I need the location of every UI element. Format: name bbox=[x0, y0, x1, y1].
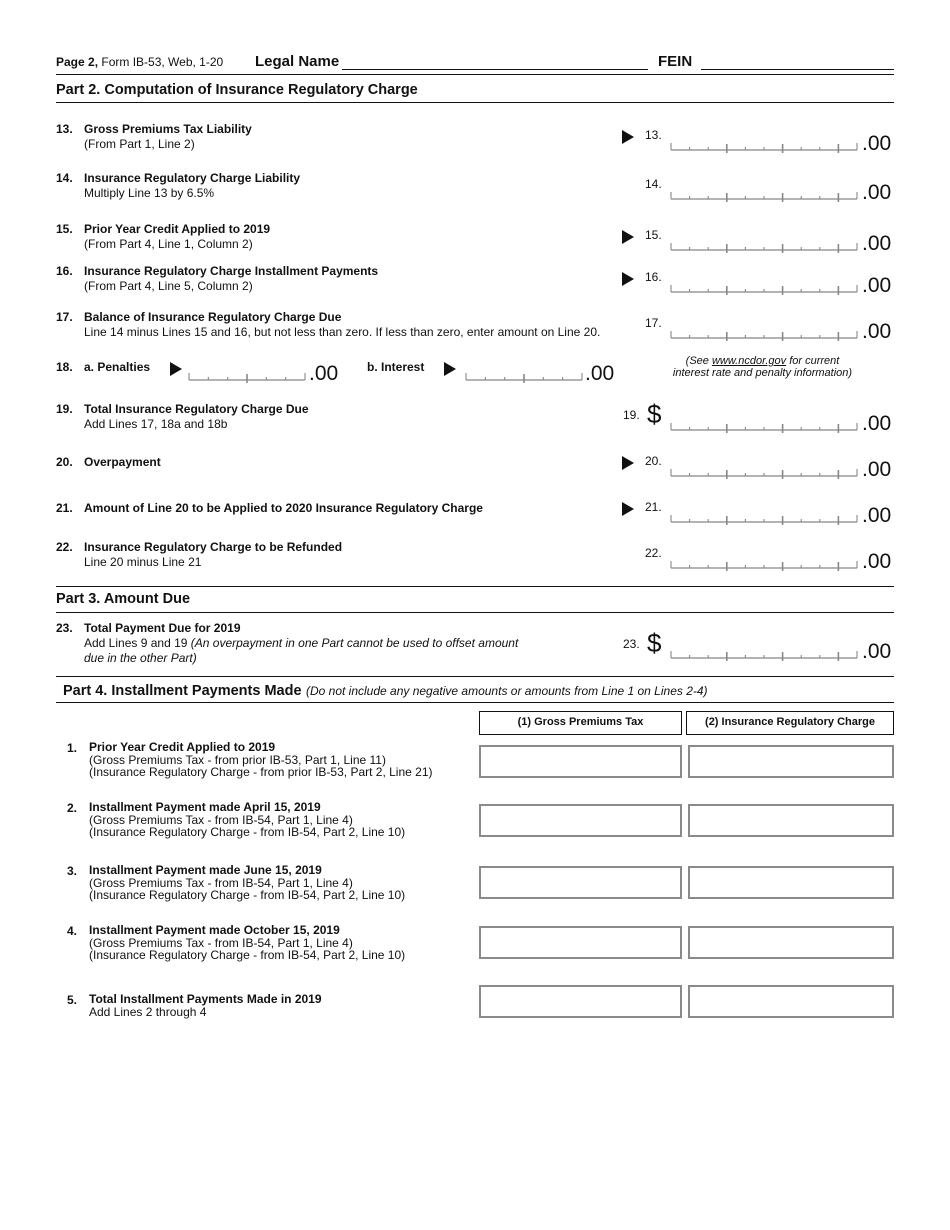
line23-cents: .00 bbox=[862, 640, 892, 663]
col1-header: (1) Gross Premiums Tax bbox=[479, 711, 682, 735]
line18-note bbox=[660, 355, 865, 379]
p4-item-text bbox=[89, 864, 405, 902]
note-post: for current bbox=[786, 355, 840, 367]
line14-cents: .00 bbox=[862, 181, 892, 204]
p4-item-title: Total Installment Payments Made in 2019 bbox=[89, 992, 322, 1006]
line18a-label: a. Penalties bbox=[84, 360, 151, 374]
part3-rule bbox=[56, 612, 894, 613]
p4-item-title: Prior Year Credit Applied to 2019 bbox=[89, 740, 276, 754]
p4-item-num: 3. bbox=[67, 864, 78, 878]
fein-label: FEIN bbox=[658, 53, 693, 70]
page-label: Page 2, bbox=[56, 55, 99, 69]
line16-amount-field[interactable] bbox=[670, 282, 858, 296]
line13-sub: (From Part 1, Line 2) bbox=[84, 137, 195, 151]
part4-note: (Do not include any negative amounts or amounts from Line 1 on Lines 2-4) bbox=[305, 684, 708, 698]
legal-name-field[interactable] bbox=[342, 68, 648, 70]
line17-sub: Line 14 minus Lines 15 and 16, but not less than zero. If less than zero, enter amount on Line 20. bbox=[84, 325, 601, 339]
line18a-penalties-field[interactable] bbox=[188, 370, 306, 384]
p4-item-title: Installment Payment made April 15, 2019 bbox=[89, 800, 321, 814]
p4-item-line3: (Insurance Regulatory Charge - from IB-54, Part 2, Line 10) bbox=[89, 888, 406, 902]
line18a-cents: .00 bbox=[309, 362, 339, 385]
note-pre: (See bbox=[685, 355, 712, 367]
line19-title: Total Insurance Regulatory Charge Due bbox=[84, 402, 309, 416]
part4-top-rule bbox=[56, 676, 894, 677]
line13-arrow-icon bbox=[622, 130, 634, 144]
line18b-arrow-icon bbox=[444, 362, 456, 376]
line23-title: Total Payment Due for 2019 bbox=[84, 621, 241, 635]
line17-title: Balance of Insurance Regulatory Charge Due bbox=[84, 310, 342, 324]
p4-item-num: 2. bbox=[67, 801, 78, 815]
note-line2: interest rate and penalty information) bbox=[672, 367, 853, 379]
line16-cents: .00 bbox=[862, 274, 892, 297]
p4-item-line3: (Insurance Regulatory Charge - from prior IB-53, Part 2, Line 21) bbox=[89, 765, 433, 779]
line19-cents: .00 bbox=[862, 412, 892, 435]
p4-col1-input[interactable] bbox=[479, 866, 682, 899]
line16-arrow-icon bbox=[622, 272, 634, 286]
line13-ref: 13. bbox=[645, 128, 662, 142]
line16-ref: 16. bbox=[645, 270, 662, 284]
p4-item-text bbox=[89, 801, 405, 839]
line13-num: 13. bbox=[56, 122, 73, 136]
p4-item-line3: (Insurance Regulatory Charge - from IB-54, Part 2, Line 10) bbox=[89, 948, 406, 962]
part2-rule bbox=[56, 102, 894, 103]
line20-arrow-icon bbox=[622, 456, 634, 470]
line22-cents: .00 bbox=[862, 550, 892, 573]
line19-sub: Add Lines 17, 18a and 18b bbox=[84, 417, 228, 431]
p4-item-text bbox=[89, 741, 433, 779]
line22-title: Insurance Regulatory Charge to be Refunded bbox=[84, 540, 343, 554]
line17-ref: 17. bbox=[645, 316, 662, 330]
line21-title: Amount of Line 20 to be Applied to 2020 Insurance Regulatory Charge bbox=[84, 501, 483, 515]
line14-ref: 14. bbox=[645, 177, 662, 191]
p4-col1-input[interactable] bbox=[479, 745, 682, 778]
p4-item-line3: (Insurance Regulatory Charge - from IB-54, Part 2, Line 10) bbox=[89, 825, 406, 839]
line23-dollar: $ bbox=[647, 628, 662, 658]
line22-sub: Line 20 minus Line 21 bbox=[84, 555, 202, 569]
line17-cents: .00 bbox=[862, 320, 892, 343]
line22-num: 22. bbox=[56, 540, 73, 554]
p4-item-line2: (Gross Premiums Tax - from prior IB-53, Part 1, Line 11) bbox=[89, 752, 386, 767]
line14-num: 14. bbox=[56, 171, 73, 185]
line21-amount-field[interactable] bbox=[670, 512, 858, 526]
line18a-arrow-icon bbox=[170, 362, 182, 376]
fein-field[interactable] bbox=[701, 68, 894, 70]
line23-sub-plain: Add Lines 9 and 19 bbox=[84, 636, 191, 650]
ncdor-link[interactable]: www.ncdor.gov bbox=[711, 355, 787, 367]
line13-title: Gross Premiums Tax Liability bbox=[84, 122, 252, 136]
part3-top-rule bbox=[56, 586, 894, 587]
line13-amount-field[interactable] bbox=[670, 140, 858, 154]
line13-cents: .00 bbox=[862, 132, 892, 155]
line21-ref: 21. bbox=[645, 500, 662, 514]
line17-amount-field[interactable] bbox=[670, 328, 858, 342]
line21-cents: .00 bbox=[862, 504, 892, 527]
p4-item-line2: (Gross Premiums Tax - from IB-54, Part 1, Line 4) bbox=[89, 935, 353, 950]
p4-item-line2: (Gross Premiums Tax - from IB-54, Part 1, Line 4) bbox=[89, 812, 353, 827]
p4-item-title: Installment Payment made October 15, 2019 bbox=[89, 923, 340, 937]
p4-item-title: Installment Payment made June 15, 2019 bbox=[89, 863, 322, 877]
line23-sub bbox=[84, 636, 518, 665]
line21-arrow-icon bbox=[622, 502, 634, 516]
line23-num: 23. bbox=[56, 621, 73, 635]
col2-header: (2) Insurance Regulatory Charge bbox=[686, 711, 894, 735]
part4-header bbox=[63, 682, 708, 700]
line20-num: 20. bbox=[56, 455, 73, 469]
line18-num: 18. bbox=[56, 360, 73, 374]
line22-ref: 22. bbox=[645, 546, 662, 560]
line18b-cents: .00 bbox=[585, 362, 615, 385]
line15-num: 15. bbox=[56, 222, 73, 236]
p4-col1-input[interactable] bbox=[479, 985, 682, 1018]
line23-ref: 23. bbox=[623, 637, 640, 651]
part4-title: Part 4. Installment Payments Made bbox=[63, 683, 302, 699]
line20-amount-field[interactable] bbox=[670, 466, 858, 480]
part2-title: Part 2. Computation of Insurance Regulatory Charge bbox=[56, 82, 418, 98]
line19-dollar: $ bbox=[647, 399, 662, 429]
p4-col2-input[interactable] bbox=[688, 926, 894, 959]
line16-title: Insurance Regulatory Charge Installment Payments bbox=[84, 264, 379, 278]
part4-rule bbox=[56, 702, 894, 703]
line15-ref: 15. bbox=[645, 228, 662, 242]
line16-sub: (From Part 4, Line 5, Column 2) bbox=[84, 279, 253, 293]
part3-title: Part 3. Amount Due bbox=[56, 591, 191, 607]
p4-item-num: 5. bbox=[67, 993, 78, 1007]
line20-ref: 20. bbox=[645, 454, 662, 468]
legal-name-label: Legal Name bbox=[255, 53, 340, 70]
p4-item-text bbox=[89, 924, 405, 962]
p4-item-line2: (Gross Premiums Tax - from IB-54, Part 1, Line 4) bbox=[89, 875, 353, 890]
line19-num: 19. bbox=[56, 402, 73, 416]
line21-num: 21. bbox=[56, 501, 73, 515]
line20-title: Overpayment bbox=[84, 455, 161, 469]
p4-col1-input[interactable] bbox=[479, 804, 682, 837]
line15-sub: (From Part 4, Line 1, Column 2) bbox=[84, 237, 253, 251]
line14-sub: Multiply Line 13 by 6.5% bbox=[84, 186, 215, 200]
line23-amount-field[interactable] bbox=[670, 648, 858, 662]
line23-sub-italic: (An overpayment in one Part cannot be used to offset amount bbox=[190, 636, 519, 650]
header-rule bbox=[56, 74, 894, 75]
line15-arrow-icon bbox=[622, 230, 634, 244]
line14-title: Insurance Regulatory Charge Liability bbox=[84, 171, 301, 185]
p4-col2-input[interactable] bbox=[688, 866, 894, 899]
line18b-label: b. Interest bbox=[367, 360, 425, 374]
line15-cents: .00 bbox=[862, 232, 892, 255]
p4-item-num: 4. bbox=[67, 924, 78, 938]
p4-col1-input[interactable] bbox=[479, 926, 682, 959]
form-id: Form IB-53, Web, 1-20 bbox=[101, 55, 224, 69]
line23-sub-italic2: due in the other Part) bbox=[84, 650, 197, 665]
p4-col2-input[interactable] bbox=[688, 745, 894, 778]
line19-ref: 19. bbox=[623, 408, 640, 422]
p4-col2-input[interactable] bbox=[688, 804, 894, 837]
line20-cents: .00 bbox=[862, 458, 892, 481]
line17-num: 17. bbox=[56, 310, 73, 324]
line16-num: 16. bbox=[56, 264, 73, 278]
line22-amount-field[interactable] bbox=[670, 558, 858, 572]
line14-amount-field[interactable] bbox=[670, 189, 858, 203]
p4-col2-input[interactable] bbox=[688, 985, 894, 1018]
p4-item-line2: Add Lines 2 through 4 bbox=[89, 1004, 207, 1019]
line19-amount-field[interactable] bbox=[670, 420, 858, 434]
line15-title: Prior Year Credit Applied to 2019 bbox=[84, 222, 271, 236]
p4-item-num: 1. bbox=[67, 741, 78, 755]
line15-amount-field[interactable] bbox=[670, 240, 858, 254]
page-header bbox=[56, 55, 223, 69]
line18b-interest-field[interactable] bbox=[465, 370, 583, 384]
p4-item-text bbox=[89, 993, 322, 1018]
